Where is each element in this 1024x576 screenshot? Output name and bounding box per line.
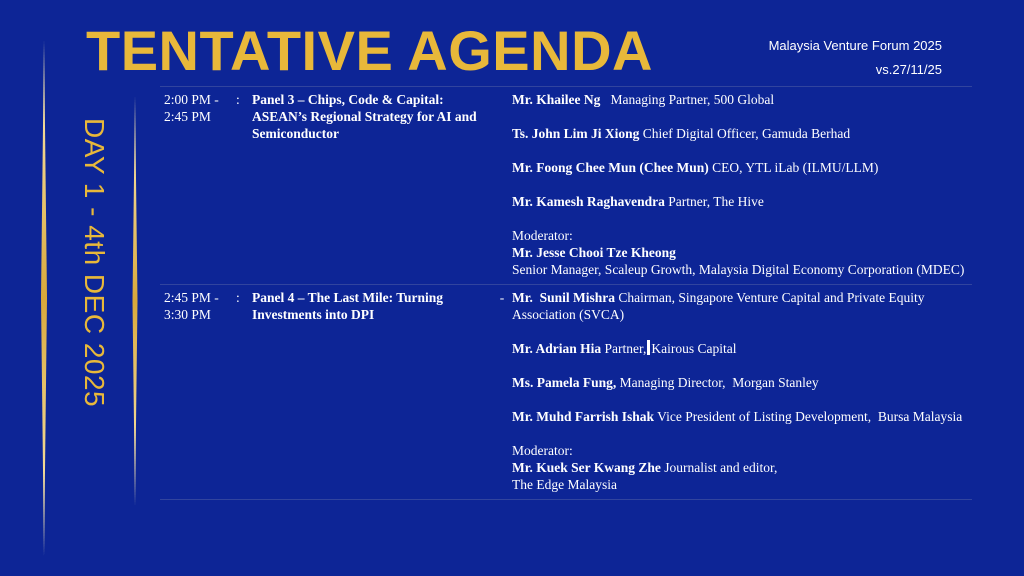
speaker: Ts. John Lim Ji Xiong Chief Digital Officer, Gamuda Berhad [512,126,851,141]
session-title: Panel 4 – The Last Mile: Turning Investments into DPI [252,290,444,322]
day-label: DAY 1 - 4th DEC 2025 [79,118,110,408]
version-label: vs.27/11/25 [875,62,942,77]
separator-colon: : [236,92,240,107]
event-name: Malaysia Venture Forum 2025 [768,38,942,53]
speaker-list [512,91,972,278]
speaker: Mr. Sunil Mishra Chairman, Singapore Venture Capital and Private Equity Association (SVCA) [512,290,925,322]
page-title: TENTATIVE AGENDA [86,19,653,82]
speaker: Mr. Khailee Ng Managing Partner, 500 Global [512,92,775,107]
agenda-table [160,86,972,500]
separator-dash [492,91,512,278]
speaker: Mr. Adrian Hia Partner, Kairous Capital [512,341,737,356]
agenda-row [160,284,972,500]
separator-colon: : [236,290,240,305]
speaker: Mr. Kamesh Raghavendra Partner, The Hive [512,194,764,209]
speaker: Mr. Foong Chee Mun (Chee Mun) CEO, YTL iLab (ILMU/LLM) [512,160,879,175]
session-time: 2:45 PM - 3:30 PM [164,290,219,322]
agenda-row [160,86,972,284]
gold-divider-right [128,96,142,506]
separator-dash: - [499,290,505,305]
speaker: Ms. Pamela Fung, Managing Director, Morgan Stanley [512,375,819,390]
moderator: Moderator: Mr. Jesse Chooi Tze Kheong Senior Manager, Scaleup Growth, Malaysia Digital Economy Corporation (MDEC) [512,228,965,277]
session-time: 2:00 PM - 2:45 PM [164,92,219,124]
speaker: Mr. Muhd Farrish Ishak Vice President of Listing Development, Bursa Malaysia [512,409,963,424]
speaker-list [512,289,972,493]
moderator: Moderator: Mr. Kuek Ser Kwang Zhe Journalist and editor, The Edge Malaysia [512,443,778,492]
gold-divider-left [36,40,52,556]
text-cursor [647,340,650,355]
session-title: Panel 3 – Chips, Code & Capital: ASEAN’s Regional Strategy for AI and Semiconductor [252,92,477,141]
